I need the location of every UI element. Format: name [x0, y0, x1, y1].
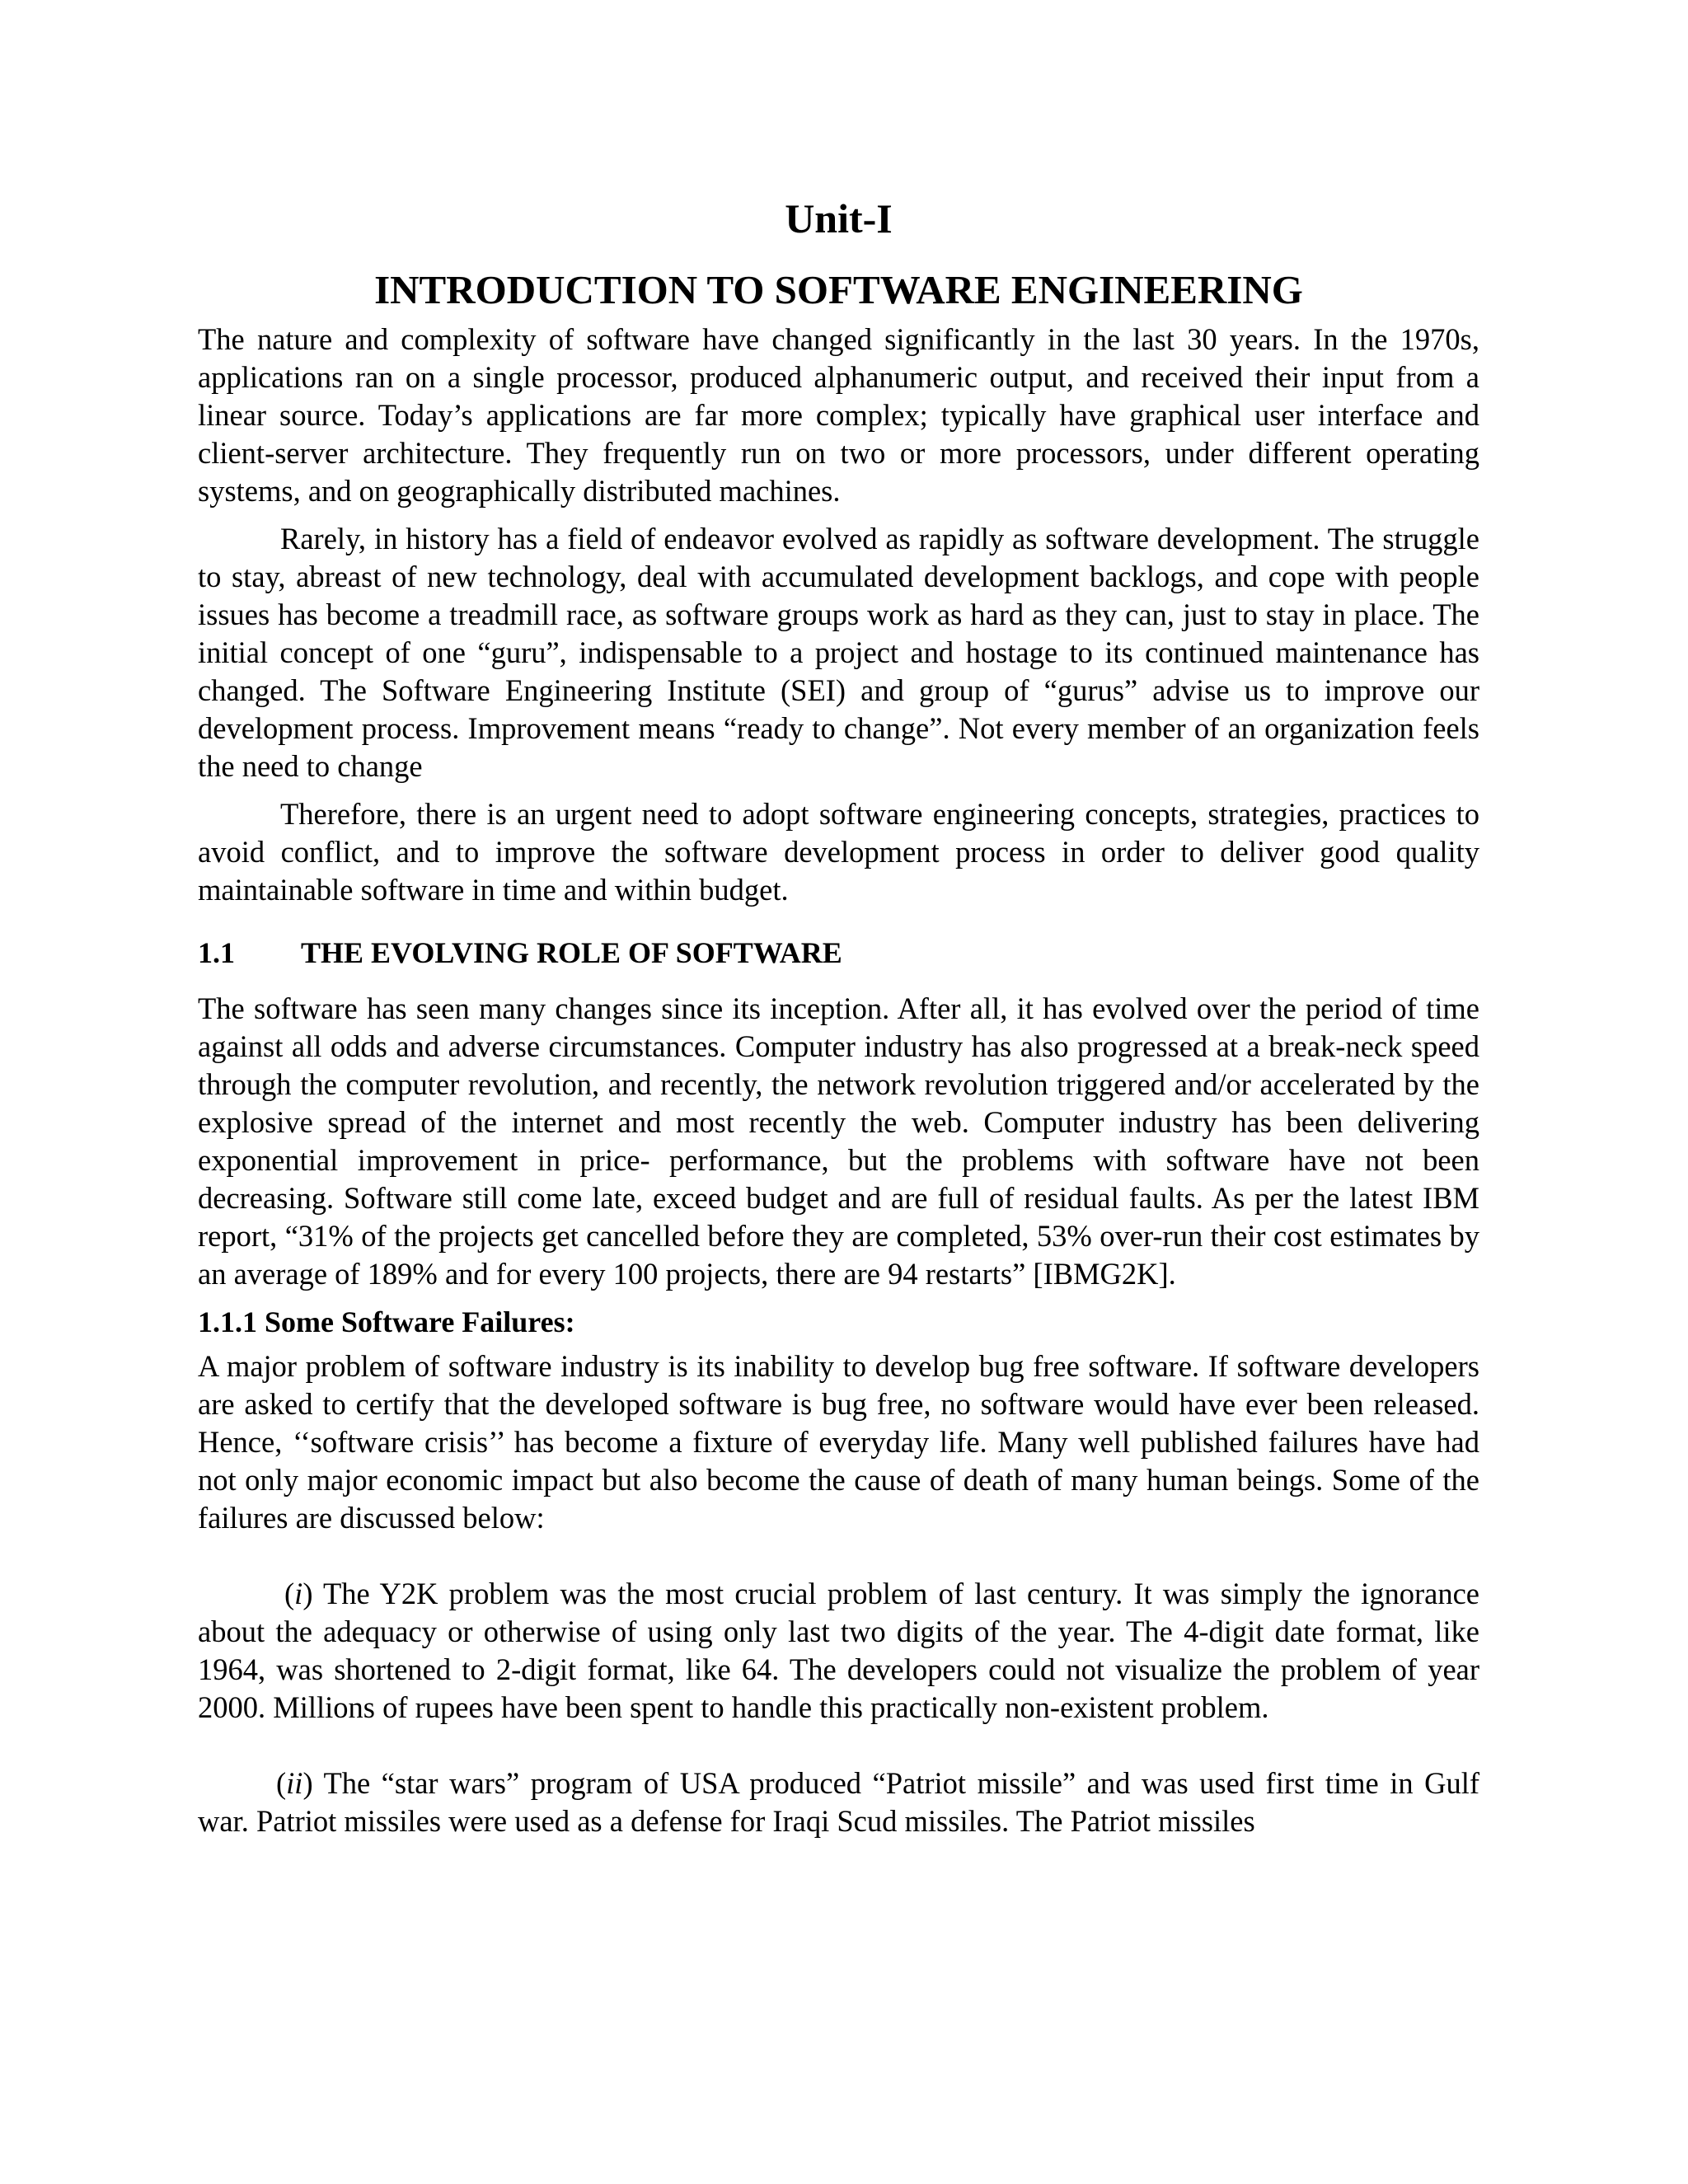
section-heading: [198, 934, 1479, 972]
subsection-heading: 1.1.1 Some Software Failures:: [198, 1305, 575, 1338]
unit-title: Unit-I: [785, 195, 893, 241]
failure-item-2: (ii) The “star wars” program of USA produced “Patriot missile” and was used first time in Gulf war. Patriot missiles were used as a defense for Iraqi Scud missiles. The Patriot missiles: [198, 1766, 1479, 1838]
section-title: THE EVOLVING ROLE OF SOFTWARE: [301, 936, 842, 969]
item-text: The Y2K problem was the most crucial problem of last century. It was simply the ignorance about the adequacy or otherwise of using only last two digits of the year. The 4-digit date format, like 1964, was shortened to 2-digit format, like 64. The developers could not visualize the problem of year 2000. Millions of rupees have been spent to handle this practically non-existent problem.: [198, 1577, 1479, 1724]
intro-paragraph-1: The nature and complexity of software have changed significantly in the last 30 years. In the 1970s, applications ran on a single processor, produced alphanumeric output, and received their input from a linear source. Today’s applications are far more complex; typically have graphical user interface and client-server architecture. They frequently run on two or more processors, under different operating systems, and on geographically distributed machines.: [198, 322, 1479, 508]
item-marker: ii: [286, 1766, 303, 1800]
section-number: 1.1: [198, 936, 235, 969]
intro-paragraph-2: Rarely, in history has a field of endeavor evolved as rapidly as software development. The struggle to stay, abreast of new technology, deal with accumulated development backlogs, and cope with people issues has become a treadmill race, as software groups work as hard as they can, just to stay in place. The initial concept of one “guru”, indispensable to a project and hostage to its continued maintenance has changed. The Software Engineering Institute (SEI) and group of “gurus” advise us to improve our development process. Improvement means “ready to change”. Not every member of an organization feels the need to change: [198, 522, 1479, 783]
failure-item-1: (i) The Y2K problem was the most crucial problem of last century. It was simply the ignorance about the adequacy or otherwise of using only last two digits of the year. The 4-digit date format, like 1964, was shortened to 2-digit format, like 64. The developers could not visualize the problem of year 2000. Millions of rupees have been spent to handle this practically non-existent problem.: [198, 1577, 1479, 1724]
subsection-paragraph: A major problem of software industry is its inability to develop bug free software. If software developers are asked to certify that the developed software is bug free, no software would have ever been released. Hence, ‘‘software crisis’’ has become a fixture of everyday life. Many well published failures have had not only major economic impact but also become the cause of death of many human beings. Some of the failures are discussed below:: [198, 1349, 1479, 1535]
section-paragraph: The software has seen many changes since its inception. After all, it has evolved over the period of time against all odds and adverse circumstances. Computer industry has also progressed at a break-neck speed through the computer revolution, and recently, the network revolution triggered and/or accelerated by the explosive spread of the internet and most recently the web. Computer industry has been delivering exponential improvement in price- performance, but the problems with software have not been decreasing. Software still come late, exceed budget and are full of residual faults. As per the latest IBM report, “31% of the projects get cancelled before they are completed, 53% over-run their cost estimates by an average of 189% and for every 100 projects, there are 94 restarts” [IBMG2K].: [198, 991, 1479, 1291]
chapter-title: INTRODUCTION TO SOFTWARE ENGINEERING: [374, 267, 1303, 312]
document-page: [198, 194, 1479, 1840]
item-text: The “star wars” program of USA produced “Patriot missile” and was used first time in Gulf war. Patriot missiles were used as a defense for Iraqi Scud missiles. The Patriot missiles: [198, 1766, 1479, 1838]
intro-paragraph-3: Therefore, there is an urgent need to adopt software engineering concepts, strategies, practices to avoid conflict, and to improve the software development process in order to deliver good quality maintainable software in time and within budget.: [198, 797, 1479, 907]
item-marker: i: [294, 1577, 303, 1610]
